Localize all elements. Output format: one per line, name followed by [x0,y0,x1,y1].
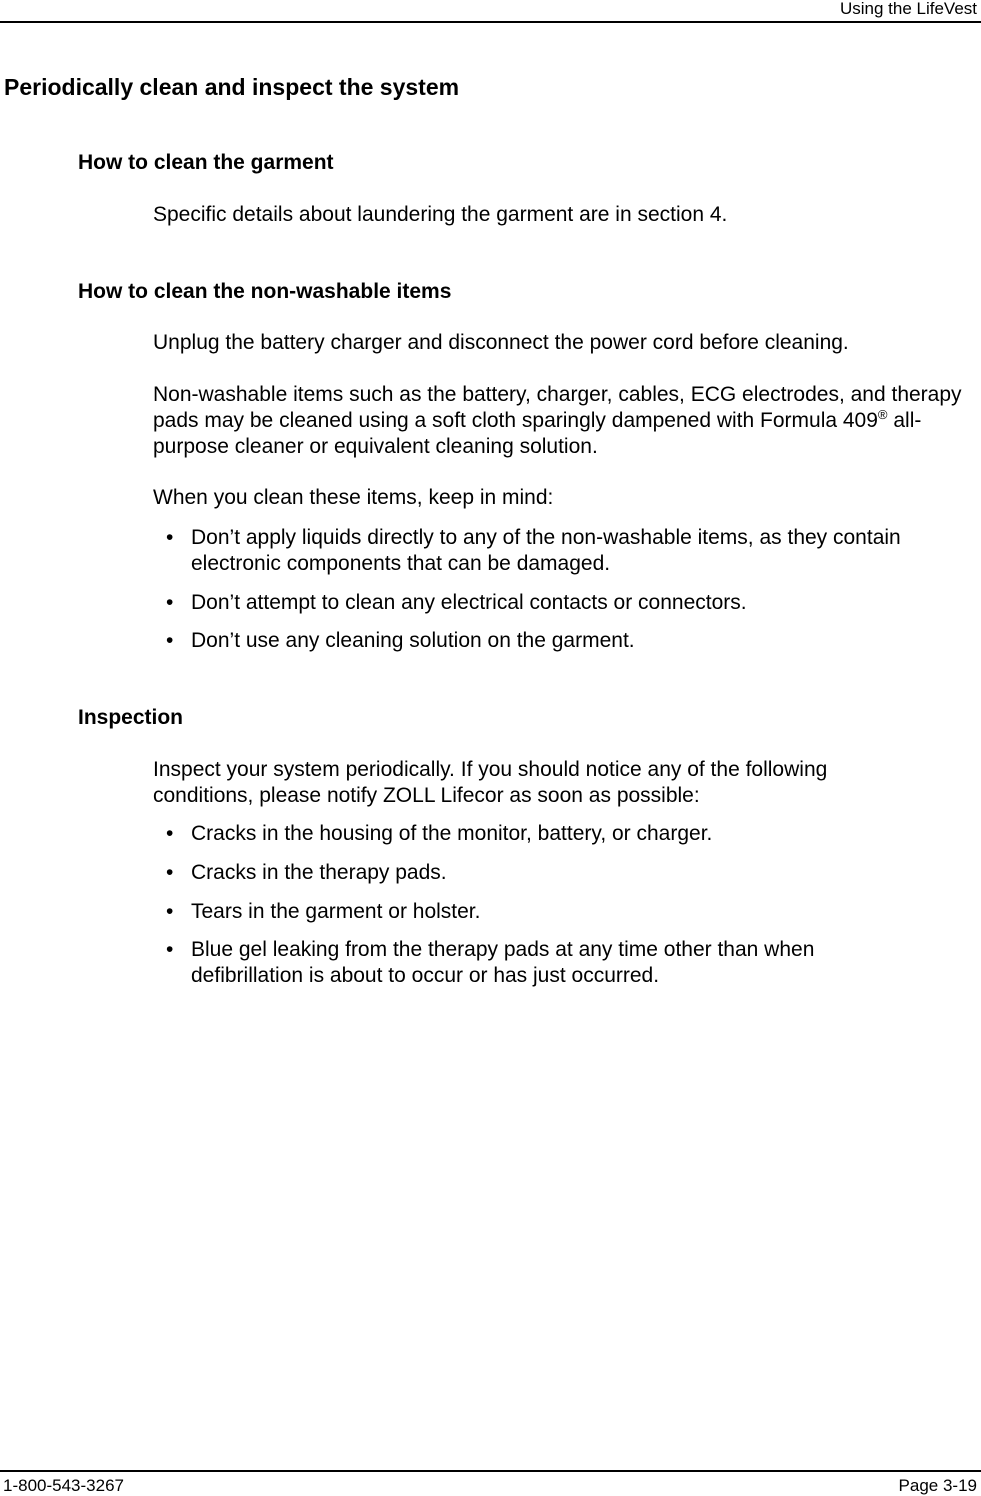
list-item-text: Don’t apply liquids directly to any of the non-washable items, as they contain electronic components that can be damaged. [191,526,901,575]
bullet-glyph: • [166,526,174,549]
garment-body: Specific details about laundering the garment are in section 4. [153,203,728,226]
bullet-glyph: • [166,629,174,652]
bullet-glyph: • [166,900,174,923]
section-heading-inspection: Inspection [78,706,184,729]
bullet-glyph: • [166,861,174,884]
nonwashable-items-text: Non-washable items such as the battery, charger, cables, ECG electrodes, and therapy pads may be cleaned using a soft cloth sparingly dampened with Formula 409 [153,383,962,432]
list-item-text: Cracks in the therapy pads. [191,861,447,884]
keep-in-mind-paragraph: When you clean these items, keep in mind: [153,486,554,509]
nonwashable-items-text-end: all-purpose cleaner or equivalent cleaning solution. [153,409,922,458]
footer-page-number: Page 3-19 [898,1476,977,1495]
registered-mark: ® [877,407,888,422]
header-rule [0,21,981,23]
list-item-text: Tears in the garment or holster. [191,900,481,923]
bullet-glyph: • [166,591,174,614]
footer-rule [0,1470,981,1472]
inspection-paragraph: Inspect your system periodically. If you should notice any of the following conditions, please notify ZOLL Lifecor as soon as possible: [153,758,828,807]
section-heading-nonwashable: How to clean the non-washable items [78,280,452,303]
page-title: Periodically clean and inspect the system [4,74,460,100]
nonwashable-unplug-paragraph: Unplug the battery charger and disconnect the power cord before cleaning. [153,331,849,354]
bullet-glyph: • [166,822,174,845]
section-heading-garment: How to clean the garment [78,151,334,174]
bullet-glyph: • [166,938,174,961]
running-header: Using the LifeVest [839,0,977,18]
nonwashable-items-paragraph [153,382,963,460]
list-item-text: Blue gel leaking from the therapy pads at any time other than when defibrillation is about to occur or has just occurred. [191,938,815,987]
footer-phone: 1-800-543-3267 [3,1476,124,1495]
list-item-text: Don’t use any cleaning solution on the garment. [191,629,635,652]
list-item-text: Cracks in the housing of the monitor, battery, or charger. [191,822,713,845]
list-item-text: Don’t attempt to clean any electrical contacts or connectors. [191,591,747,614]
